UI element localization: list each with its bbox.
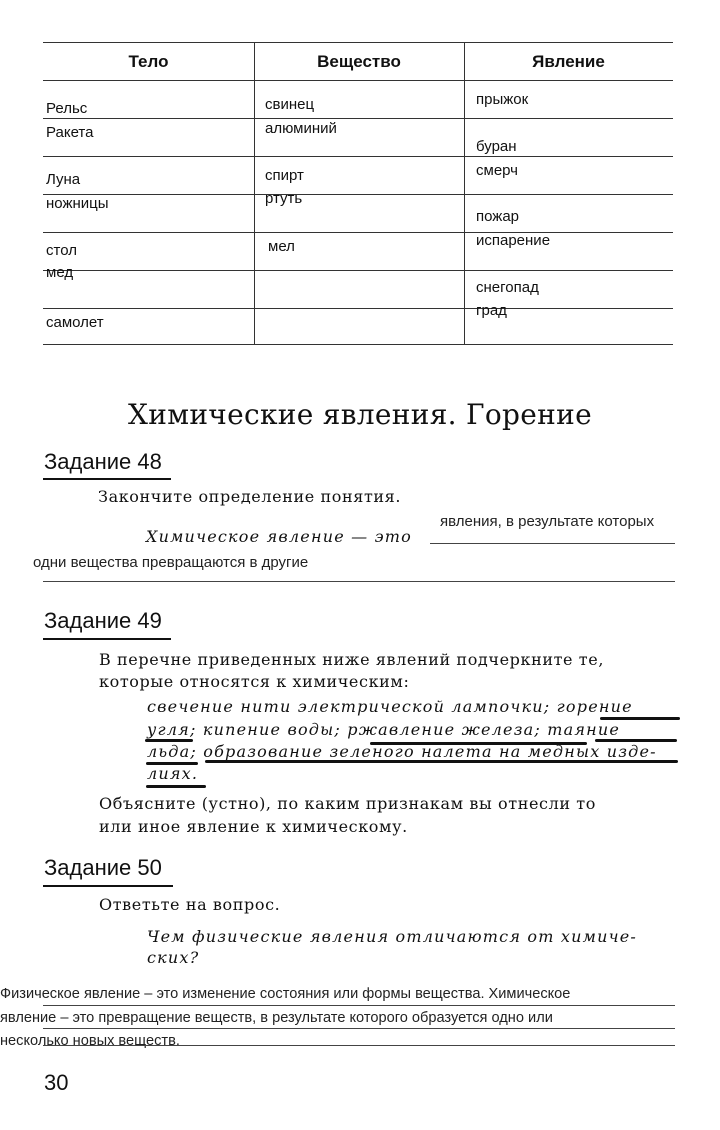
task50-answer-line2: явление – это превращение веществ, в результате которого образуется одно или: [0, 1010, 553, 1026]
cell-body: Луна: [46, 171, 81, 188]
header-phenomenon: Явление: [532, 52, 605, 71]
task49-explain-line2: или иное явление к химическому.: [99, 817, 408, 836]
table-header-border: [43, 80, 673, 81]
underline-mark: [205, 760, 678, 763]
task50-answer-line3: несколько новых веществ.: [0, 1033, 180, 1049]
task49-heading-rule: [43, 638, 171, 640]
row-line: [254, 232, 464, 233]
phenomena-table: [43, 42, 673, 344]
task49-list-line2: угля; кипение воды; ржавление железа; таяние: [147, 720, 621, 739]
underline-mark: [370, 742, 587, 745]
row-line: [254, 270, 464, 271]
task48-heading-rule: [43, 478, 171, 480]
row-line: [43, 156, 254, 157]
cell-body: Рельс: [46, 100, 88, 117]
row-line: [254, 308, 464, 309]
cell-substance: мел: [268, 238, 295, 255]
row-line: [43, 308, 254, 309]
cell-phenomenon: смерч: [476, 162, 518, 179]
task49-explain-line1: Объясните (устно), по каким признакам вы отнесли то: [99, 794, 596, 813]
task50-heading: Задание 50: [44, 855, 162, 880]
task50-instruction: Ответьте на вопрос.: [99, 895, 281, 914]
row-line: [464, 270, 673, 271]
row-line: [43, 232, 254, 233]
table-bottom-border: [43, 344, 673, 345]
task50-heading-rule: [43, 885, 173, 887]
task48-heading: Задание 48: [44, 449, 162, 474]
answer-fill-line: [430, 543, 675, 544]
cell-phenomenon: снегопад: [476, 279, 539, 296]
table-top-border: [43, 42, 673, 43]
page-number: 30: [44, 1070, 69, 1095]
row-line: [464, 156, 673, 157]
underline-mark: [595, 739, 677, 742]
table-col-divider: [464, 42, 465, 344]
task50-question-line1: Чем физические явления отличаются от химиче-: [147, 927, 638, 946]
task49-instruction-line1: В перечне приведенных ниже явлений подчеркните те,: [99, 650, 605, 669]
cell-substance: ртуть: [265, 190, 303, 207]
answer-fill-line: [43, 581, 675, 582]
cell-phenomenon: прыжок: [476, 91, 529, 108]
cell-body: самолет: [46, 314, 104, 331]
task49-list-line4: лиях.: [147, 764, 199, 783]
row-line: [43, 270, 254, 271]
cell-body: стол: [46, 242, 77, 259]
cell-phenomenon: испарение: [476, 232, 551, 249]
task48-answer-line1: явления, в результате которых: [440, 513, 655, 530]
task49-instruction-line2: которые относятся к химическим:: [99, 672, 410, 691]
answer-fill-line: [43, 1005, 675, 1006]
row-line: [254, 156, 464, 157]
row-line: [464, 194, 673, 195]
cell-body: ножницы: [46, 195, 109, 212]
underline-mark: [146, 785, 206, 788]
task49-list-line1: свечение нити электрической лампочки; горение: [147, 697, 633, 716]
task50-question-line2: ских?: [147, 948, 200, 967]
row-line: [254, 118, 464, 119]
row-line: [464, 118, 673, 119]
cell-phenomenon: буран: [476, 138, 517, 155]
cell-phenomenon: пожар: [476, 208, 520, 225]
task49-list-line3: льда; образование зеленого налета на медных изде-: [147, 742, 657, 761]
task48-prompt: Химическое явление — это: [146, 527, 413, 546]
underline-mark: [600, 717, 680, 720]
task49-heading: Задание 49: [44, 608, 162, 633]
answer-fill-line: [43, 1045, 675, 1046]
answer-fill-line: [43, 1028, 675, 1029]
header-body: Тело: [128, 52, 169, 71]
cell-substance: свинец: [265, 96, 315, 113]
table-col-divider: [254, 42, 255, 344]
cell-substance: спирт: [265, 167, 304, 184]
cell-body: мед: [46, 264, 74, 281]
task48-answer-line2: одни вещества превращаются в другие: [33, 554, 309, 571]
header-substance: Вещество: [317, 52, 401, 71]
cell-body: Ракета: [46, 124, 94, 141]
cell-phenomenon: град: [476, 302, 507, 319]
task50-answer-line1: Физическое явление – это изменение состояния или формы вещества. Химическое: [0, 986, 571, 1002]
task48-instruction: Закончите определение понятия.: [98, 487, 402, 506]
cell-substance: алюминий: [265, 120, 337, 137]
row-line: [43, 118, 254, 119]
section-title: Химические явления. Горение: [128, 398, 592, 431]
underline-mark: [146, 762, 198, 765]
underline-mark: [145, 739, 193, 742]
